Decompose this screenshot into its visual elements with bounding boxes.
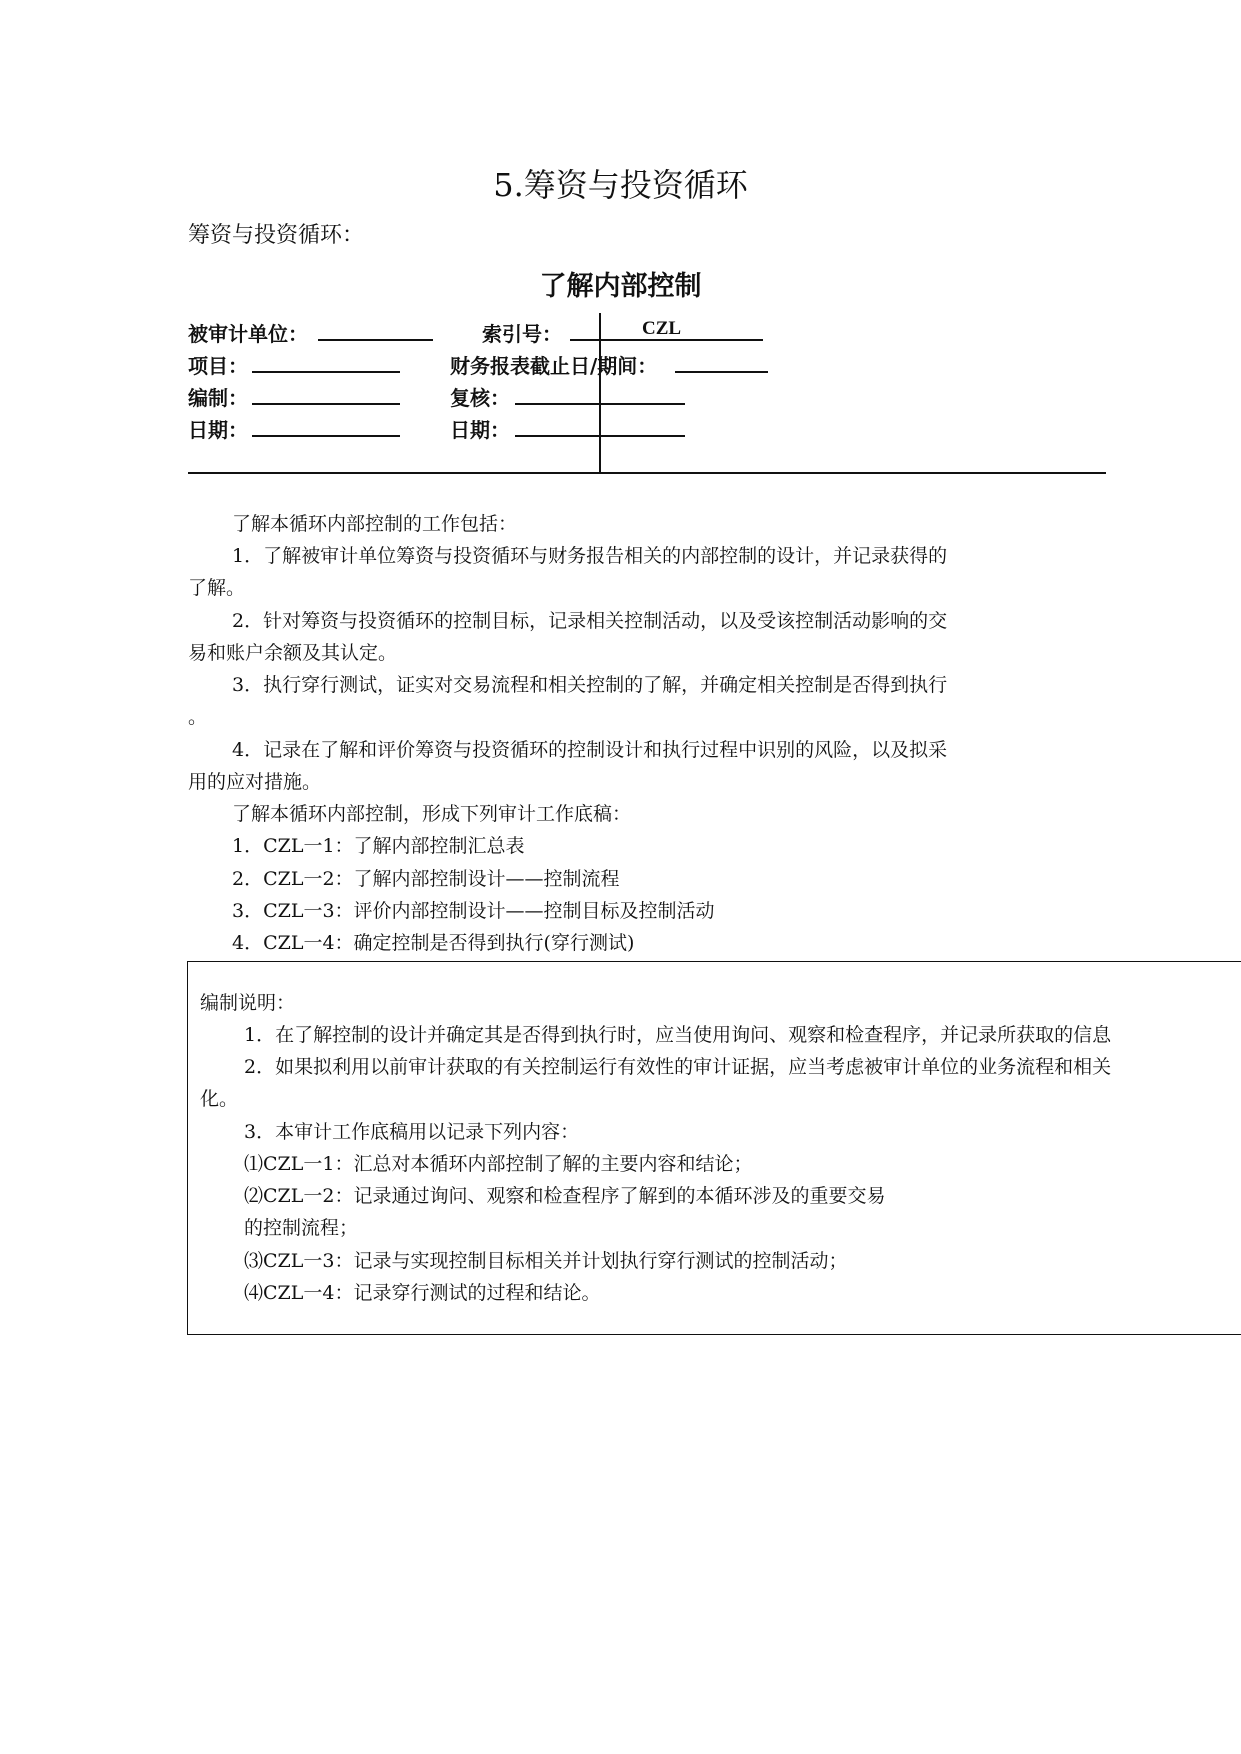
body-intro: 了解本循环内部控制的工作包括： — [232, 513, 518, 535]
body-item-3-line-1: 3．执行穿行测试，证实对交易流程和相关控制的了解，并确定相关控制是否得到执行 — [232, 674, 948, 696]
review-label: 复核： — [450, 386, 510, 410]
note-sub-4: ⑷CZL一4：记录穿行测试的过程和结论。 — [244, 1282, 601, 1304]
paper-item: 4．CZL一4：确定控制是否得到执行(穿行测试) — [232, 932, 635, 954]
paper-item: 3．CZL一3：评价内部控制设计——控制目标及控制活动 — [232, 900, 715, 922]
body-item-2-line-2: 易和账户余额及其认定。 — [188, 642, 398, 664]
prepared-field[interactable] — [252, 403, 400, 405]
note-2-line-2: 化。 — [200, 1088, 239, 1110]
project-label: 项目： — [188, 354, 248, 378]
section-subtitle: 筹资与投资循环： — [188, 223, 365, 248]
body-item-4-line-2: 用的应对措施。 — [188, 771, 322, 793]
index-label: 索引号： — [482, 322, 562, 346]
note-1: 1．在了解控制的设计并确定其是否得到执行时，应当使用询问、观察和检查程序，并记录所获取的信息 — [244, 1024, 1112, 1046]
period-field[interactable] — [675, 371, 768, 373]
date-label-right: 日期： — [450, 418, 510, 442]
project-field[interactable] — [252, 371, 400, 373]
body-item-1-line-2: 了解。 — [188, 577, 246, 599]
page-title: 5.筹资与投资循环 — [493, 166, 748, 204]
period-label: 财务报表截止日/期间： — [450, 354, 658, 378]
date-label-left: 日期： — [188, 418, 248, 442]
body-item-3-line-2: 。 — [188, 706, 208, 728]
note-sub-2-line-1: ⑵CZL一2：记录通过询问、观察和检查程序了解到的本循环涉及的重要交易 — [244, 1185, 886, 1207]
form-vertical-rule — [599, 313, 601, 473]
prepared-label: 编制： — [188, 386, 248, 410]
papers-intro: 了解本循环内部控制，形成下列审计工作底稿： — [232, 803, 632, 825]
body-item-4-line-1: 4．记录在了解和评价筹资与投资循环的控制设计和执行过程中识别的风险，以及拟采 — [232, 739, 948, 761]
note-sub-2-line-2: 的控制流程； — [244, 1217, 359, 1239]
note-sub-3: ⑶CZL一3：记录与实现控制目标相关并计划执行穿行测试的控制活动； — [244, 1250, 848, 1272]
note-sub-1: ⑴CZL一1：汇总对本循环内部控制了解的主要内容和结论； — [244, 1153, 753, 1175]
date-field-left[interactable] — [252, 435, 400, 437]
notes-box — [187, 961, 1241, 1335]
notes-heading: 编制说明： — [200, 992, 296, 1014]
note-2-line-1: 2．如果拟利用以前审计获取的有关控制运行有效性的审计证据，应当考虑被审计单位的业务流程和相关 — [244, 1056, 1112, 1078]
index-value: CZL — [642, 318, 682, 339]
paper-item: 2．CZL一2：了解内部控制设计——控制流程 — [232, 868, 620, 890]
body-item-2-line-1: 2．针对筹资与投资循环的控制目标，记录相关控制活动，以及受该控制活动影响的交 — [232, 610, 948, 632]
audited-unit-field[interactable] — [318, 339, 433, 341]
form-bottom-rule — [188, 472, 1106, 474]
audited-unit-label: 被审计单位： — [188, 322, 308, 346]
note-3: 3．本审计工作底稿用以记录下列内容： — [244, 1121, 580, 1143]
form-title: 了解内部控制 — [539, 271, 702, 302]
body-item-1-line-1: 1．了解被审计单位筹资与投资循环与财务报告相关的内部控制的设计，并记录获得的 — [232, 545, 948, 567]
paper-item: 1．CZL一1：了解内部控制汇总表 — [232, 835, 525, 857]
